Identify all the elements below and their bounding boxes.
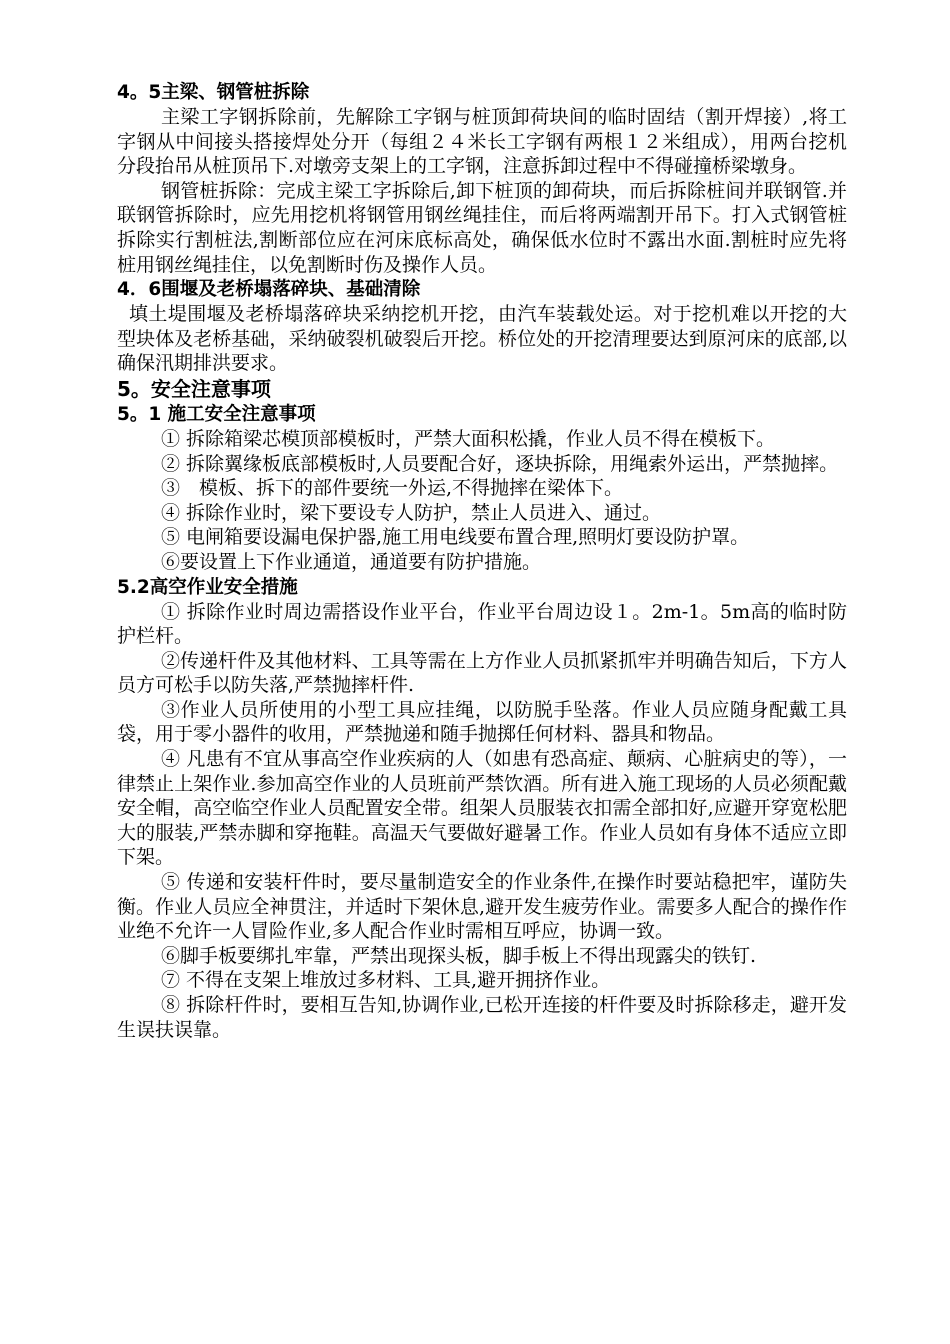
list-item: ⑥脚手板要绑扎牢靠，严禁出现探头板，脚手板上不得出现露尖的铁钉. [161,944,757,967]
list-item: ① 拆除箱梁芯模顶部模板时，严禁大面积松撬，作业人员不得在模板下。 [161,427,776,450]
heading-4-6: 4．6围堰及老桥塌落碎块、基础清除 [117,279,421,301]
list-item: ⑤ 电闸箱要设漏电保护器,施工用电线要布置合理,照明灯要设防护罩。 [161,526,750,549]
heading-5-1: 5。1 施工安全注意事项 [117,403,316,425]
list-item: ⑧ 拆除杆件时，要相互告知,协调作业,已松开连接的杆件要及时拆除移走，避开发生误扶误靠。 [117,994,847,1041]
paragraph-pile-removal: 钢管桩拆除：完成主梁工字拆除后,卸下桩顶的卸荷块，而后拆除桩间并联钢管.并联钢管拆除时，应先用挖机将钢管用钢丝绳挂住，而后将两端割开吊下。打入式钢管桩拆除实行割桩法,割断部位应在河床底标高处，确保低水位时不露出水面.割桩时应先将桩用钢丝绳挂住，以免割断时伤及操作人员。 [117,179,847,276]
list-item: ⑦ 不得在支架上堆放过多材料、工具,避开拥挤作业。 [161,969,611,992]
list-item: ③ 模板、拆下的部件要统一外运,不得抛摔在梁体下。 [161,477,624,500]
list-item: ① 拆除作业时周边需搭设作业平台，作业平台周边设１。2m-1。5m高的临时防护栏杆。 [117,600,847,648]
list-item: ③作业人员所使用的小型工具应挂绳，以防脱手坠落。作业人员应随身配戴工具袋，用于零小器件的收用，严禁抛递和随手抛掷任何材料、器具和物品。 [117,698,847,746]
list-item: ②传递杆件及其他材料、工具等需在上方作业人员抓紧抓牢并明确告知后，下方人员方可松手以防失落,严禁抛摔杆件. [117,649,847,697]
list-item: ④ 凡患有不宜从事高空作业疾病的人（如患有恐高症、颠病、心脏病史的等），一律禁止上架作业.参加高空作业的人员班前严禁饮酒。所有进入施工现场的人员必须配戴安全帽，高空临空作业人员配置安全带。组架人员服装衣扣需全部扣好,应避开穿宽松肥大的服装,严禁赤脚和穿拖鞋。高温天气要做好避暑工作。作业人员如有身体不适应立即下架。 [117,748,847,869]
list-item: ⑤ 传递和安装杆件时，要尽量制造安全的作业条件,在操作时要站稳把牢，谨防失衡。作业人员应全神贯注，并适时下架休息,避开发生疲劳作业。需要多人配合的操作作业绝不允许一人冒险作业,多人配合作业时需相互呼应，协调一致。 [117,871,847,943]
heading-5: 5。安全注意事项 [117,376,271,401]
paragraph-girder-removal: 主梁工字钢拆除前，先解除工字钢与桩顶卸荷块间的临时固结（割开焊接）,将工字钢从中间接头搭接焊处分开（每组２４米长工字钢有两根１２米组成），用两台挖机分段抬吊从桩顶吊下.对墩旁支架上的工字钢，注意拆卸过程中不得碰撞桥梁墩身。 [117,106,847,178]
list-item: ④ 拆除作业时，梁下要设专人防护，禁止人员进入、通过。 [161,501,662,524]
heading-4-5: 4。5主梁、钢管桩拆除 [117,82,310,103]
list-item: ② 拆除翼缘板底部模板时,人员要配合好，逐块拆除，用绳索外运出，严禁抛摔。 [161,452,839,475]
paragraph-cofferdam-clearing: 填土堤围堰及老桥塌落碎块采纳挖机开挖，由汽车装载处运。对于挖机难以开挖的大型块体及老桥基础，采纳破裂机破裂后开挖。桥位处的开挖清理要达到原河床的底部,以确保汛期排洪要求。 [117,303,847,375]
document-page [117,80,847,1042]
heading-5-2: 5.2高空作业安全措施 [117,576,298,598]
list-item: ⑥要设置上下作业通道，通道要有防护措施。 [161,550,542,573]
